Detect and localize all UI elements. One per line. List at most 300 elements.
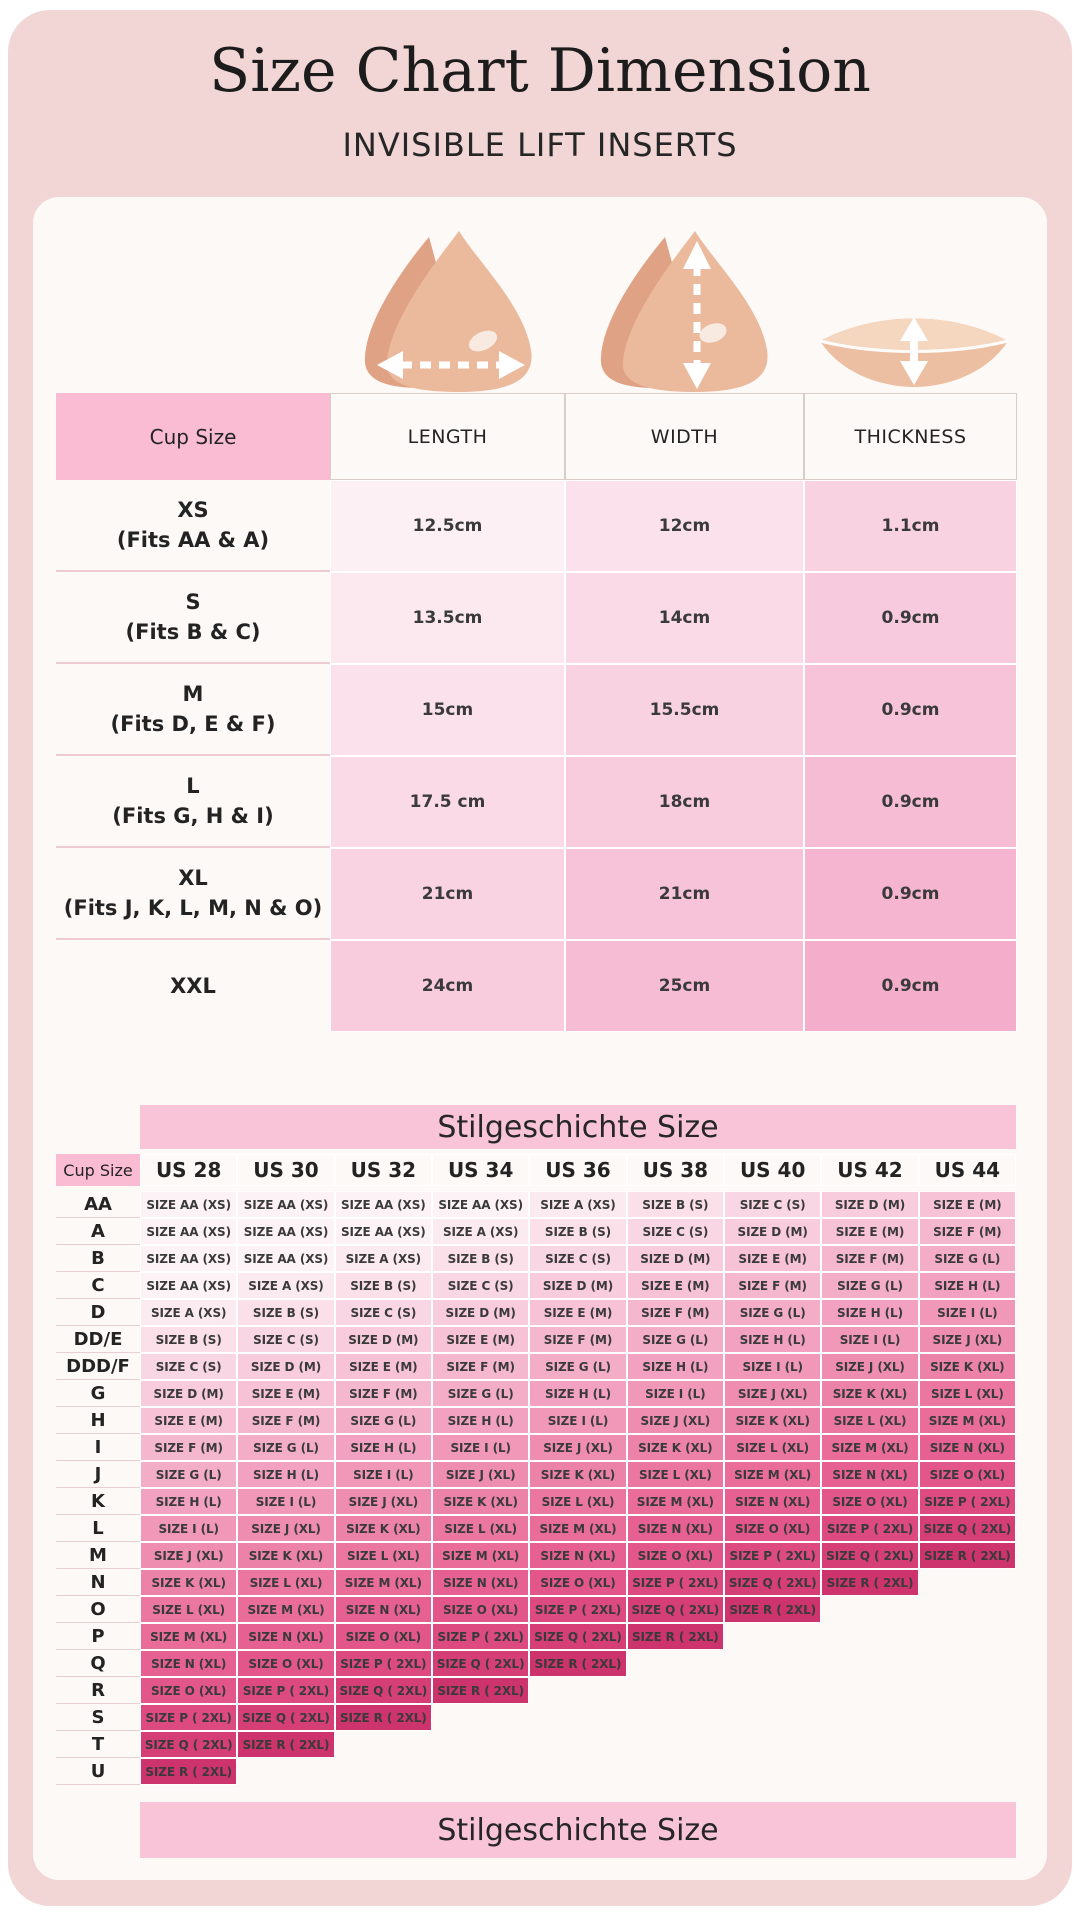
dim-size-name: M [182,681,204,706]
matrix-size-cell: SIZE I (L) [529,1407,626,1434]
matrix-row [56,1542,1016,1569]
matrix-size-cell: SIZE O (XL) [432,1596,529,1623]
matrix-empty-cell [529,1704,626,1731]
matrix-size-cell: SIZE D (M) [432,1299,529,1326]
matrix-size-cell: SIZE H (L) [335,1434,432,1461]
matrix-size-cell: SIZE J (XL) [919,1326,1016,1353]
dim-header-width: WIDTH [565,393,804,480]
thickness-measurement-illustration [814,301,1014,391]
matrix-size-cell: SIZE H (L) [529,1380,626,1407]
matrix-size-cell: SIZE N (XL) [140,1650,237,1677]
matrix-size-cell: SIZE M (XL) [724,1461,821,1488]
matrix-row [56,1326,1016,1353]
dim-size-name: L [186,773,200,798]
matrix-cup-label: Q [56,1650,140,1677]
matrix-size-cell: SIZE F (M) [627,1299,724,1326]
matrix-size-cell: SIZE L (XL) [627,1461,724,1488]
matrix-size-cell: SIZE K (XL) [140,1569,237,1596]
matrix-size-cell: SIZE E (M) [919,1191,1016,1218]
matrix-size-cell: SIZE AA (XS) [335,1218,432,1245]
matrix-row [56,1434,1016,1461]
dim-value-thickness: 0.9cm [804,664,1017,756]
matrix-cup-label: L [56,1515,140,1542]
matrix-row [56,1623,1016,1650]
matrix-size-cell: SIZE H (L) [724,1326,821,1353]
matrix-size-cell: SIZE Q ( 2XL) [140,1731,237,1758]
dim-size-fits: (Fits B & C) [125,620,261,644]
matrix-size-cell: SIZE I (L) [237,1488,334,1515]
matrix-size-cell: SIZE M (XL) [821,1434,918,1461]
pink-panel [8,10,1072,1906]
matrix-size-cell: SIZE I (L) [821,1326,918,1353]
matrix-size-cell: SIZE A (XS) [237,1272,334,1299]
matrix-size-cell: SIZE L (XL) [724,1434,821,1461]
matrix-size-cell: SIZE D (M) [237,1353,334,1380]
matrix-empty-cell [724,1704,821,1731]
dim-size-fits: (Fits D, E & F) [110,712,276,736]
matrix-row [56,1407,1016,1434]
matrix-empty-cell [919,1704,1016,1731]
matrix-size-cell: SIZE R ( 2XL) [919,1542,1016,1569]
matrix-cup-label: P [56,1623,140,1650]
matrix-size-cell: SIZE AA (XS) [432,1191,529,1218]
matrix-size-cell: SIZE M (XL) [919,1407,1016,1434]
dim-row-label [56,480,330,572]
matrix-size-cell: SIZE P ( 2XL) [821,1515,918,1542]
dim-table-row [56,848,1017,940]
matrix-header-band-size: US 28 [140,1154,237,1186]
matrix-empty-cell [627,1650,724,1677]
matrix-header-band-size: US 42 [821,1154,918,1186]
matrix-size-cell: SIZE J (XL) [335,1488,432,1515]
matrix-size-cell: SIZE Q ( 2XL) [335,1677,432,1704]
matrix-cup-label: G [56,1380,140,1407]
matrix-empty-cell [529,1677,626,1704]
matrix-size-cell: SIZE K (XL) [821,1380,918,1407]
content-card [33,197,1047,1880]
matrix-cup-label: O [56,1596,140,1623]
matrix-empty-cell [821,1677,918,1704]
matrix-size-cell: SIZE M (XL) [432,1542,529,1569]
matrix-size-cell: SIZE F (M) [919,1218,1016,1245]
dim-size-name: XXL [170,973,216,998]
matrix-size-cell: SIZE J (XL) [627,1407,724,1434]
matrix-row [56,1245,1016,1272]
matrix-empty-cell [919,1677,1016,1704]
matrix-cup-label: A [56,1218,140,1245]
dim-value-width: 21cm [565,848,804,940]
matrix-size-cell: SIZE D (M) [724,1218,821,1245]
matrix-size-cell: SIZE M (XL) [237,1596,334,1623]
matrix-empty-cell [529,1731,626,1758]
matrix-size-cell: SIZE R ( 2XL) [335,1704,432,1731]
dim-value-length: 12.5cm [330,480,565,572]
matrix-empty-cell [919,1569,1016,1596]
matrix-size-cell: SIZE J (XL) [529,1434,626,1461]
page-subtitle: INVISIBLE LIFT INSERTS [342,126,738,164]
matrix-size-cell: SIZE A (XS) [335,1245,432,1272]
matrix-row [56,1272,1016,1299]
matrix-size-cell: SIZE D (M) [140,1380,237,1407]
matrix-size-cell: SIZE D (M) [529,1272,626,1299]
matrix-header-band-size: US 32 [335,1154,432,1186]
matrix-cup-label: B [56,1245,140,1272]
matrix-size-cell: SIZE P ( 2XL) [140,1704,237,1731]
matrix-empty-cell [432,1731,529,1758]
matrix-size-cell: SIZE I (L) [335,1461,432,1488]
matrix-size-cell: SIZE G (L) [919,1245,1016,1272]
matrix-cup-label: J [56,1461,140,1488]
matrix-empty-cell [821,1758,918,1785]
matrix-size-cell: SIZE Q ( 2XL) [432,1650,529,1677]
matrix-size-cell: SIZE AA (XS) [335,1191,432,1218]
length-measurement-illustration [359,223,543,393]
matrix-cup-label: DDD/F [56,1353,140,1380]
matrix-size-cell: SIZE D (M) [821,1191,918,1218]
dimension-table-header-row [56,393,1017,480]
matrix-size-cell: SIZE K (XL) [335,1515,432,1542]
matrix-size-cell: SIZE B (S) [140,1326,237,1353]
matrix-size-cell: SIZE K (XL) [919,1353,1016,1380]
matrix-header-band-size: US 36 [529,1154,626,1186]
matrix-cup-label: AA [56,1191,140,1218]
matrix-size-cell: SIZE C (S) [724,1191,821,1218]
matrix-size-cell: SIZE G (L) [529,1353,626,1380]
matrix-size-cell: SIZE G (L) [335,1407,432,1434]
matrix-size-cell: SIZE B (S) [432,1245,529,1272]
matrix-size-cell: SIZE Q ( 2XL) [724,1569,821,1596]
matrix-size-cell: SIZE N (XL) [529,1542,626,1569]
matrix-size-cell: SIZE N (XL) [432,1569,529,1596]
matrix-cup-label: R [56,1677,140,1704]
matrix-size-cell: SIZE A (XS) [140,1299,237,1326]
matrix-empty-cell [627,1731,724,1758]
matrix-header-band-size: US 40 [724,1154,821,1186]
matrix-size-cell: SIZE L (XL) [529,1488,626,1515]
dim-value-length: 13.5cm [330,572,565,664]
matrix-size-cell: SIZE A (XS) [432,1218,529,1245]
matrix-empty-cell [724,1677,821,1704]
matrix-empty-cell [627,1677,724,1704]
dim-table-row [56,664,1017,756]
matrix-size-cell: SIZE B (S) [335,1272,432,1299]
matrix-size-cell: SIZE P ( 2XL) [335,1650,432,1677]
matrix-size-cell: SIZE F (M) [724,1272,821,1299]
matrix-empty-cell [237,1758,334,1785]
dimension-table [56,393,1017,1032]
matrix-size-cell: SIZE D (M) [335,1326,432,1353]
matrix-size-cell: SIZE C (S) [432,1272,529,1299]
matrix-empty-cell [821,1596,918,1623]
matrix-empty-cell [919,1596,1016,1623]
dim-table-row [56,940,1017,1032]
matrix-size-cell: SIZE AA (XS) [237,1191,334,1218]
matrix-size-cell: SIZE I (L) [140,1515,237,1542]
matrix-empty-cell [919,1731,1016,1758]
matrix-size-cell: SIZE N (XL) [724,1488,821,1515]
matrix-empty-cell [919,1758,1016,1785]
matrix-cup-label: D [56,1299,140,1326]
matrix-row [56,1596,1016,1623]
matrix-size-cell: SIZE O (XL) [919,1461,1016,1488]
matrix-size-cell: SIZE B (S) [529,1218,626,1245]
matrix-size-cell: SIZE C (S) [335,1299,432,1326]
matrix-size-cell: SIZE M (XL) [335,1569,432,1596]
dim-value-width: 15.5cm [565,664,804,756]
matrix-row [56,1650,1016,1677]
matrix-size-cell: SIZE P ( 2XL) [237,1677,334,1704]
dim-header-length: LENGTH [330,393,565,480]
matrix-row [56,1299,1016,1326]
matrix-size-cell: SIZE F (M) [432,1353,529,1380]
matrix-size-cell: SIZE I (L) [724,1353,821,1380]
matrix-size-cell: SIZE R ( 2XL) [140,1758,237,1785]
matrix-size-cell: SIZE Q ( 2XL) [627,1596,724,1623]
matrix-size-cell: SIZE M (XL) [627,1488,724,1515]
matrix-size-cell: SIZE B (S) [627,1191,724,1218]
matrix-size-cell: SIZE P ( 2XL) [432,1623,529,1650]
dim-value-width: 14cm [565,572,804,664]
matrix-header-band-size: US 30 [237,1154,334,1186]
dim-table-row [56,756,1017,848]
matrix-row [56,1677,1016,1704]
matrix-size-cell: SIZE P ( 2XL) [919,1488,1016,1515]
matrix-row [56,1191,1016,1218]
matrix-size-cell: SIZE N (XL) [919,1434,1016,1461]
matrix-size-cell: SIZE E (M) [821,1218,918,1245]
matrix-size-cell: SIZE C (S) [140,1353,237,1380]
matrix-size-cell: SIZE C (S) [237,1326,334,1353]
matrix-size-cell: SIZE H (L) [821,1299,918,1326]
matrix-size-cell: SIZE L (XL) [335,1542,432,1569]
matrix-cup-label: S [56,1704,140,1731]
matrix-size-cell: SIZE J (XL) [724,1380,821,1407]
matrix-size-cell: SIZE O (XL) [237,1650,334,1677]
matrix-header-band-size: US 34 [432,1154,529,1186]
matrix-row [56,1353,1016,1380]
matrix-empty-cell [529,1758,626,1785]
dim-row-label [56,664,330,756]
matrix-size-cell: SIZE R ( 2XL) [432,1677,529,1704]
matrix-size-cell: SIZE O (XL) [140,1677,237,1704]
matrix-cup-label: T [56,1731,140,1758]
dim-table-row [56,572,1017,664]
matrix-size-cell: SIZE G (L) [821,1272,918,1299]
matrix-size-cell: SIZE H (L) [140,1488,237,1515]
matrix-size-cell: SIZE N (XL) [627,1515,724,1542]
matrix-size-cell: SIZE C (S) [627,1218,724,1245]
matrix-size-cell: SIZE K (XL) [529,1461,626,1488]
dim-value-thickness: 0.9cm [804,756,1017,848]
matrix-size-cell: SIZE O (XL) [529,1569,626,1596]
matrix-cup-label: C [56,1272,140,1299]
dim-header-thickness: THICKNESS [804,393,1017,480]
matrix-empty-cell [335,1758,432,1785]
matrix-size-cell: SIZE I (L) [432,1434,529,1461]
dim-size-fits: (Fits G, H & I) [112,804,274,828]
matrix-size-cell: SIZE Q ( 2XL) [529,1623,626,1650]
dim-value-width: 25cm [565,940,804,1032]
matrix-size-cell: SIZE H (L) [432,1407,529,1434]
matrix-size-cell: SIZE M (XL) [140,1623,237,1650]
matrix-size-cell: SIZE AA (XS) [140,1245,237,1272]
matrix-size-cell: SIZE H (L) [919,1272,1016,1299]
matrix-size-cell: SIZE E (M) [529,1299,626,1326]
matrix-size-cell: SIZE J (XL) [821,1353,918,1380]
matrix-cup-label: DD/E [56,1326,140,1353]
matrix-title-band: Stilgeschichte Size [140,1105,1016,1149]
dim-value-length: 17.5 cm [330,756,565,848]
dim-size-name: XS [177,497,209,522]
matrix-size-cell: SIZE G (L) [432,1380,529,1407]
matrix-size-cell: SIZE R ( 2XL) [821,1569,918,1596]
matrix-row [56,1461,1016,1488]
matrix-size-cell: SIZE K (XL) [627,1434,724,1461]
matrix-empty-cell [821,1623,918,1650]
matrix-row [56,1515,1016,1542]
matrix-size-cell: SIZE L (XL) [237,1569,334,1596]
matrix-size-cell: SIZE R ( 2XL) [724,1596,821,1623]
matrix-size-cell: SIZE H (L) [237,1461,334,1488]
dim-value-length: 24cm [330,940,565,1032]
matrix-size-cell: SIZE Q ( 2XL) [919,1515,1016,1542]
matrix-size-cell: SIZE E (M) [724,1245,821,1272]
matrix-size-cell: SIZE M (XL) [529,1515,626,1542]
page-title: Size Chart Dimension [209,36,871,106]
matrix-header-row [56,1154,1016,1186]
dim-row-label [56,940,330,1032]
dim-size-fits: (Fits AA & A) [116,528,270,552]
matrix-empty-cell [432,1758,529,1785]
matrix-size-cell: SIZE F (M) [237,1407,334,1434]
dim-value-thickness: 0.9cm [804,572,1017,664]
dim-value-length: 15cm [330,664,565,756]
matrix-footer-band: Stilgeschichte Size [140,1802,1016,1858]
matrix-size-cell: SIZE O (XL) [724,1515,821,1542]
dim-size-name: XL [178,865,208,890]
matrix-size-cell: SIZE E (M) [432,1326,529,1353]
matrix-size-cell: SIZE F (M) [821,1245,918,1272]
matrix-size-cell: SIZE P ( 2XL) [627,1569,724,1596]
matrix-size-cell: SIZE Q ( 2XL) [821,1542,918,1569]
matrix-cup-label: H [56,1407,140,1434]
matrix-size-cell: SIZE A (XS) [529,1191,626,1218]
matrix-empty-cell [724,1758,821,1785]
dim-table-row [56,480,1017,572]
matrix-size-cell: SIZE AA (XS) [237,1245,334,1272]
matrix-size-cell: SIZE P ( 2XL) [724,1542,821,1569]
matrix-size-cell: SIZE I (L) [919,1299,1016,1326]
matrix-size-cell: SIZE J (XL) [140,1542,237,1569]
matrix-cup-label: I [56,1434,140,1461]
matrix-empty-cell [821,1704,918,1731]
width-measurement-illustration [595,221,781,393]
matrix-size-cell: SIZE B (S) [237,1299,334,1326]
matrix-empty-cell [724,1650,821,1677]
matrix-size-cell: SIZE Q ( 2XL) [237,1704,334,1731]
matrix-row [56,1704,1016,1731]
matrix-size-cell: SIZE E (M) [627,1272,724,1299]
dim-size-fits: (Fits J, K, L, M, N & O) [63,896,323,920]
matrix-size-cell: SIZE O (XL) [335,1623,432,1650]
matrix-size-cell: SIZE K (XL) [237,1542,334,1569]
matrix-empty-cell [724,1731,821,1758]
matrix-size-cell: SIZE E (M) [335,1353,432,1380]
matrix-size-cell: SIZE O (XL) [627,1542,724,1569]
dim-size-name: S [185,589,201,614]
dim-row-label [56,756,330,848]
matrix-empty-cell [821,1731,918,1758]
matrix-size-cell: SIZE F (M) [335,1380,432,1407]
matrix-size-cell: SIZE G (L) [140,1461,237,1488]
matrix-cup-label: N [56,1569,140,1596]
matrix-size-cell: SIZE K (XL) [724,1407,821,1434]
matrix-empty-cell [335,1731,432,1758]
matrix-size-cell: SIZE N (XL) [237,1623,334,1650]
matrix-empty-cell [627,1758,724,1785]
matrix-size-cell: SIZE P ( 2XL) [529,1596,626,1623]
matrix-empty-cell [919,1650,1016,1677]
dim-value-width: 18cm [565,756,804,848]
matrix-size-cell: SIZE F (M) [140,1434,237,1461]
dim-value-width: 12cm [565,480,804,572]
matrix-row [56,1758,1016,1785]
matrix-size-cell: SIZE R ( 2XL) [529,1650,626,1677]
matrix-header-cup-size: Cup Size [56,1154,140,1186]
matrix-cup-label: K [56,1488,140,1515]
matrix-size-cell: SIZE G (L) [237,1434,334,1461]
matrix-size-cell: SIZE G (L) [724,1299,821,1326]
dim-value-thickness: 0.9cm [804,940,1017,1032]
matrix-size-cell: SIZE N (XL) [821,1461,918,1488]
matrix-size-cell: SIZE R ( 2XL) [237,1731,334,1758]
matrix-row [56,1731,1016,1758]
matrix-size-cell: SIZE AA (XS) [140,1191,237,1218]
matrix-empty-cell [432,1704,529,1731]
matrix-cup-label: U [56,1758,140,1785]
matrix-header-band-size: US 38 [627,1154,724,1186]
matrix-size-cell: SIZE G (L) [627,1326,724,1353]
dim-value-length: 21cm [330,848,565,940]
matrix-size-cell: SIZE E (M) [140,1407,237,1434]
matrix-empty-cell [724,1623,821,1650]
matrix-empty-cell [821,1650,918,1677]
matrix-row [56,1488,1016,1515]
dim-value-thickness: 0.9cm [804,848,1017,940]
matrix-size-cell: SIZE F (M) [529,1326,626,1353]
matrix-size-cell: SIZE K (XL) [432,1488,529,1515]
matrix-row [56,1569,1016,1596]
matrix-size-cell: SIZE J (XL) [237,1515,334,1542]
matrix-row [56,1218,1016,1245]
dim-row-label [56,848,330,940]
matrix-row [56,1380,1016,1407]
matrix-size-cell: SIZE E (M) [237,1380,334,1407]
size-matrix-table [56,1154,1016,1785]
matrix-size-cell: SIZE L (XL) [919,1380,1016,1407]
matrix-size-cell: SIZE I (L) [627,1380,724,1407]
dim-value-thickness: 1.1cm [804,480,1017,572]
matrix-empty-cell [627,1704,724,1731]
matrix-size-cell: SIZE C (S) [529,1245,626,1272]
matrix-size-cell: SIZE N (XL) [335,1596,432,1623]
matrix-size-cell: SIZE L (XL) [140,1596,237,1623]
matrix-size-cell: SIZE L (XL) [821,1407,918,1434]
matrix-size-cell: SIZE O (XL) [821,1488,918,1515]
matrix-size-cell: SIZE AA (XS) [140,1272,237,1299]
dim-header-cup-size: Cup Size [56,393,330,480]
matrix-size-cell: SIZE R ( 2XL) [627,1623,724,1650]
